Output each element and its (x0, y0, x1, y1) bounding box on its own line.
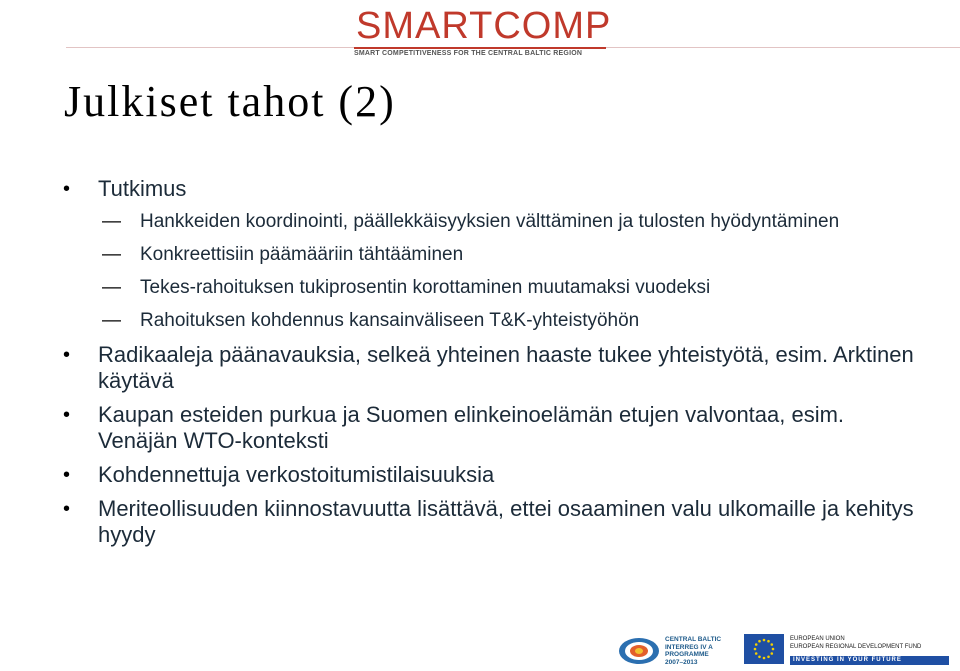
logo-wordmark (356, 4, 611, 48)
logo-comp: COMP (493, 5, 612, 47)
central-baltic-logo (617, 634, 727, 670)
bullet-icon: • (63, 344, 71, 366)
logo-underline (354, 47, 606, 49)
bullet-item (60, 402, 920, 454)
cb-line: CENTRAL BALTIC (665, 636, 722, 643)
bullet-text: Tutkimus (98, 176, 187, 201)
sub-item (60, 276, 920, 299)
sub-item (60, 243, 920, 266)
bullet-icon: • (63, 178, 71, 200)
slide-content (60, 176, 920, 556)
sub-item (60, 309, 920, 332)
sub-item-text: Konkreettisiin päämääriin tähtääminen (140, 244, 464, 265)
bullet-text: Kaupan esteiden purkua ja Suomen elinkeinoelämän etujen valvontaa, esim. Venäjän WTO-konteksti (98, 402, 845, 453)
central-baltic-mark-icon (617, 636, 661, 666)
eu-text (790, 636, 921, 651)
eu-line: EUROPEAN UNION (790, 636, 845, 642)
bullet-text: Radikaaleja päänavauksia, selkeä yhteinen haaste tukee yhteistyötä, esim. Arktinen käytävä (98, 342, 914, 393)
bullet-item (60, 342, 920, 394)
central-baltic-text (665, 636, 721, 666)
sub-item-text: Tekes-rahoituksen tukiprosentin korottaminen muutamaksi vuodeksi (140, 277, 711, 298)
bullet-icon: • (63, 404, 71, 426)
eu-logo (744, 634, 950, 670)
dash-icon: — (102, 244, 121, 265)
bullet-item (60, 496, 920, 548)
dash-icon: — (102, 310, 121, 331)
cb-line: INTERREG IV A (665, 643, 713, 651)
eu-line: EUROPEAN REGIONAL DEVELOPMENT FUND (790, 643, 922, 650)
bullet-text: Kohdennettuja verkostoitumistilaisuuksia (98, 462, 495, 487)
cb-line: PROGRAMME (665, 651, 709, 658)
bullet-icon: • (63, 464, 71, 486)
slide-title: Julkiset tahot (2) (64, 77, 396, 126)
dash-icon: — (102, 277, 121, 298)
eu-investing-banner: INVESTING IN YOUR FUTURE (790, 656, 949, 665)
bullet-item (60, 462, 920, 488)
bullet-text: Meriteollisuuden kiinnostavuutta lisättävä, ettei osaaminen valu ulkomaille ja kehitys hyydy (98, 496, 914, 547)
footer-logos (0, 630, 960, 671)
sub-item-text: Rahoituksen kohdennus kansainväliseen T&K-yhteistyöhön (140, 310, 640, 331)
sub-item (60, 210, 920, 233)
cb-line: 2007–2013 (665, 658, 698, 666)
logo-tagline: SMART COMPETITIVENESS FOR THE CENTRAL BALTIC REGION (354, 50, 583, 57)
sub-item-text: Hankkeiden koordinointi, päällekkäisyyksien välttäminen ja tulosten hyödyntäminen (140, 211, 840, 232)
bullet-item (60, 176, 920, 332)
eu-flag-icon (744, 634, 784, 664)
logo-smart: SMART (356, 5, 494, 47)
sub-list (98, 210, 920, 332)
bullet-icon: • (63, 498, 71, 520)
dash-icon: — (102, 211, 121, 232)
smartcomp-logo (352, 4, 612, 60)
